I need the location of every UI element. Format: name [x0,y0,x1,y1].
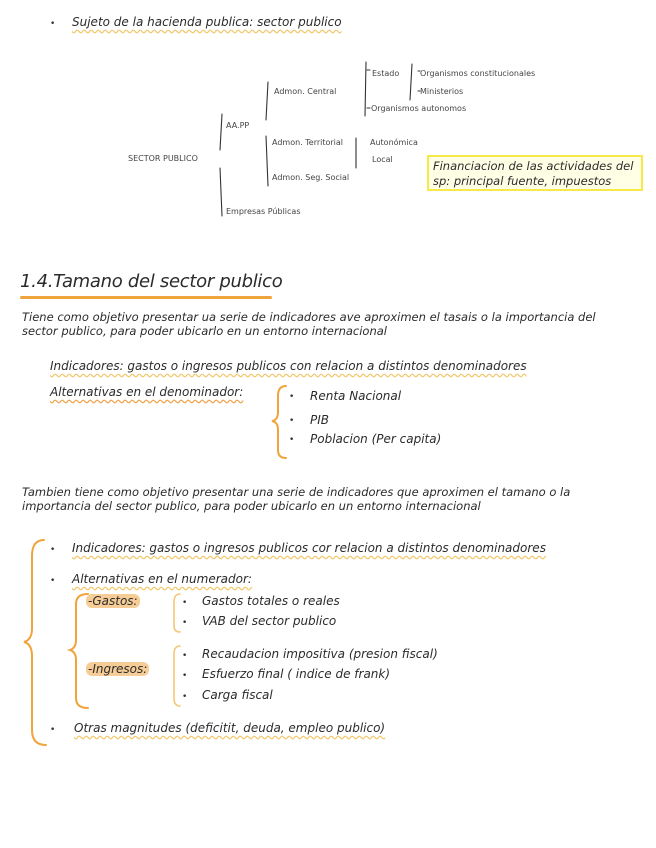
paragraph-1-line-2: sector publico, para poder ubicarlo en un entorno internacional [22,324,387,338]
gastos-item: VAB del sector publico [202,614,337,628]
alternativas-denominador: Alternativas en el denominador: [50,385,244,399]
bullet: • [50,725,56,735]
gastos-label: -Gastos: [88,594,138,608]
callout-line-1: Financiacion de las actividades del [433,159,634,173]
diagram-ministerios-label: Ministerios [420,87,464,96]
bullet: • [182,618,188,628]
financing-callout [427,155,643,191]
bullet: • [182,692,188,702]
diagram-autonomica-label: Autonómica [370,138,418,147]
bullet: • [289,392,295,402]
denominator-item: Renta Nacional [310,389,402,403]
bullet: • [50,545,56,555]
callout-line-2: sp: principal fuente, impuestos [433,174,612,188]
paragraph-1-line-1: Tiene como objetivo presentar ua serie de indicadores ave aproximen el tasais o la importancia del [22,310,596,324]
denominator-item: Poblacion (Per capita) [310,432,442,446]
ingresos-item: Carga fiscal [202,688,273,702]
bullet: • [50,576,56,586]
diagram-empresas-label: Empresas Públicas [226,207,301,216]
gastos-item: Gastos totales o reales [202,594,340,608]
bullet: • [50,19,56,29]
diagram-central-label: Admon. Central [274,87,337,96]
otras-magnitudes: Otras magnitudes (deficitit, deuda, empleo publico) [74,721,386,735]
diagram-root-label: SECTOR PUBLICO [128,154,198,163]
bullet: • [289,435,295,445]
diagram-organismos-aut-label: Organismos autonomos [371,104,467,113]
indicadores-text-2: Indicadores: gastos o ingresos publicos cor relacion a distintos denominadores [72,541,546,555]
bullet: • [182,671,188,681]
ingresos-item: Esfuerzo final ( indice de frank) [202,667,391,681]
paragraph-2-line-1: Tambien tiene como objetivo presentar una serie de indicadores que aproximen el tamano o la [22,485,571,499]
paragraph-2-line-2: importancia del sector publico, para poder ubicarlo en un entorno internacional [22,499,481,513]
heading-underline [20,296,272,299]
diagram-organismos-const-label: Organismos constitucionales [420,69,536,78]
section-title: Sujeto de la hacienda publica: sector publico [72,15,342,29]
indicadores-text: Indicadores: gastos o ingresos publicos con relacion a distintos denominadores [50,359,527,373]
bullet: • [182,651,188,661]
bullet: • [182,598,188,608]
bullet: • [289,416,295,426]
section-heading: 1.4.Tamano del sector publico [20,271,283,292]
diagram-estado-label: Estado [372,69,400,78]
diagram-territorial-label: Admon. Territorial [272,138,344,147]
diagram-local-label: Local [372,155,393,164]
ingresos-label: -Ingresos: [88,662,148,676]
alternativas-numerador: Alternativas en el numerador: [72,572,252,586]
diagram-seg-social-label: Admon. Seg. Social [272,173,350,182]
denominator-item: PIB [310,413,330,427]
diagram-aapp-label: AA.PP [226,121,250,130]
ingresos-item: Recaudacion impositiva (presion fiscal) [202,647,438,661]
